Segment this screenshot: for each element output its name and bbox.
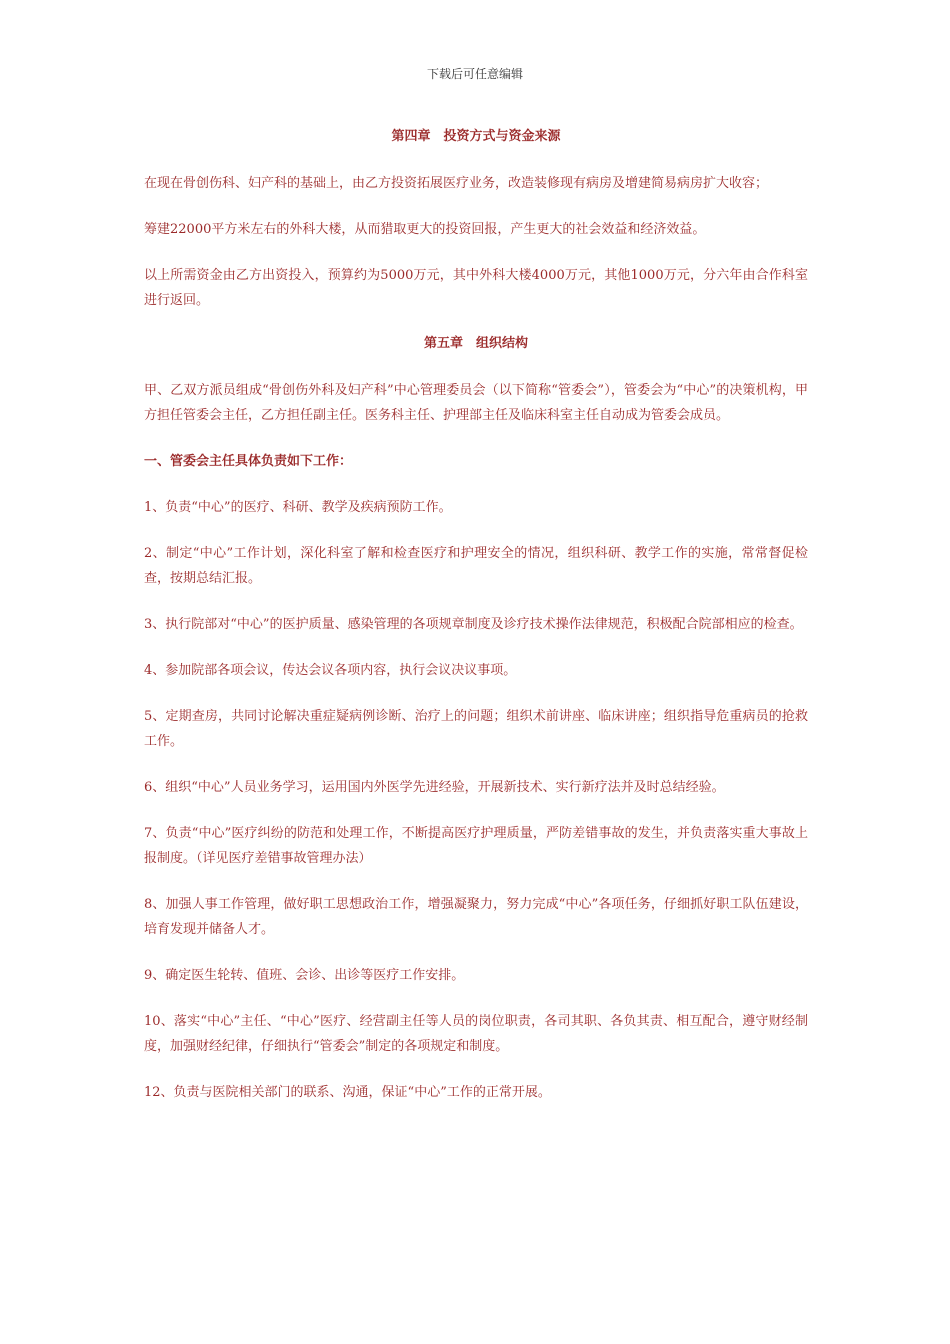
chapter-5-intro: 甲、乙双方派员组成“骨创伤外科及妇产科”中心管理委员会（以下简称“管委会”），管委会为“中心”的决策机构，甲方担任管委会主任，乙方担任副主任。医务科主任、护理部主任及临床科室主任自动成为管委会成员。 bbox=[144, 383, 808, 423]
section-title: 一、管委会主任具体负责如下工作： bbox=[144, 454, 353, 469]
list-item: 1、负责“中心”的医疗、科研、教学及疾病预防工作。 bbox=[144, 500, 452, 515]
chapter-4-paragraph-2: 筹建22000平方米左右的外科大楼，从而猎取更大的投资回报，产生更大的社会效益和经济效益。 bbox=[144, 222, 706, 237]
list-item: 6、组织“中心”人员业务学习，运用国内外医学先进经验，开展新技术、实行新疗法并及时总结经验。 bbox=[144, 780, 725, 795]
list-item: 2、制定“中心”工作计划，深化科室了解和检查医疗和护理安全的情况，组织科研、教学工作的实施，常常督促检查，按期总结汇报。 bbox=[144, 546, 808, 586]
list-item: 10、落实“中心”主任、“中心”医疗、经营副主任等人员的岗位职责，各司其职、各负其责、相互配合，遵守财经制度，加强财经纪律，仔细执行“管委会”制定的各项规定和制度。 bbox=[144, 1014, 808, 1054]
header-note: 下载后可任意编辑 bbox=[426, 67, 523, 81]
list-item: 8、加强人事工作管理，做好职工思想政治工作，增强凝聚力，努力完成“中心”各项任务，仔细抓好职工队伍建设，培育发现并储备人才。 bbox=[144, 897, 808, 937]
chapter-4-paragraph-3: 以上所需资金由乙方出资投入，预算约为5000万元，其中外科大楼4000万元，其他1000万元，分六年由合作科室进行返回。 bbox=[144, 268, 808, 308]
list-item: 12、负责与医院相关部门的联系、沟通，保证“中心”工作的正常开展。 bbox=[144, 1085, 551, 1100]
list-item: 3、执行院部对“中心”的医护质量、感染管理的各项规章制度及诊疗技术操作法律规范，积极配合院部相应的检查。 bbox=[144, 617, 803, 632]
list-item: 5、定期查房，共同讨论解决重症疑病例诊断、治疗上的问题；组织术前讲座、临床讲座；组织指导危重病员的抢救工作。 bbox=[144, 709, 808, 749]
chapter-4-paragraph-1: 在现在骨创伤科、妇产科的基础上，由乙方投资拓展医疗业务，改造装修现有病房及增建简易病房扩大收容； bbox=[144, 176, 769, 191]
chapter-5-title: 第五章 组织结构 bbox=[423, 336, 528, 351]
chapter-4-title: 第四章 投资方式与资金来源 bbox=[391, 129, 561, 144]
document-body bbox=[144, 127, 808, 1105]
list-item: 7、负责“中心”医疗纠纷的防范和处理工作，不断提高医疗护理质量，严防差错事故的发生，并负责落实重大事故上报制度。（详见医疗差错事故管理办法） bbox=[144, 826, 808, 866]
list-item: 9、确定医生轮转、值班、会诊、出诊等医疗工作安排。 bbox=[144, 968, 465, 983]
list-item: 4、参加院部各项会议，传达会议各项内容，执行会议决议事项。 bbox=[144, 663, 517, 678]
